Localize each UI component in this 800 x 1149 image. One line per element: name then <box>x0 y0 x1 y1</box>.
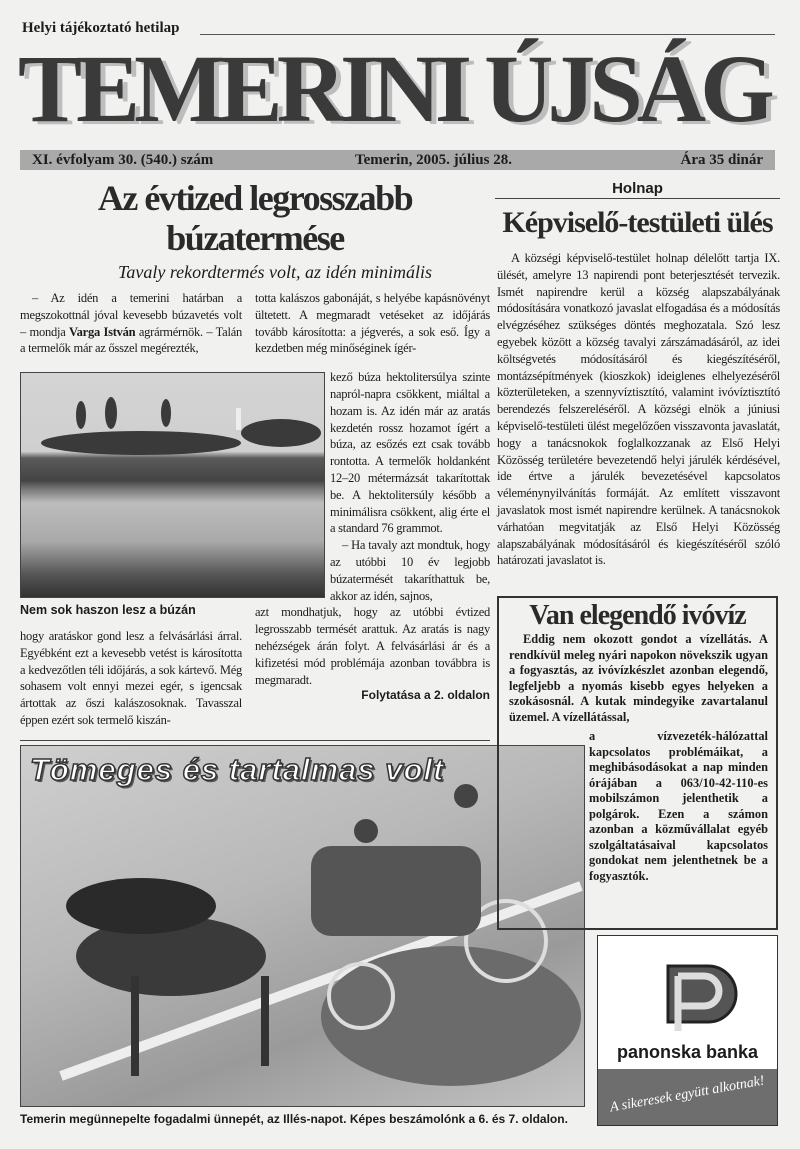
tagline: Helyi tájékoztató hetilap <box>22 20 180 36</box>
newspaper-title: TEMERINI ÚJSÁG <box>18 35 769 142</box>
lead-text-col2-mid: kező búza hektolitersúlya szinte napról-napra csökkent, miáltal a hozam is. Az idén már az aratás kezdetén rossz hozamot ígért a búza, az esőzés ezt csak tovább rontotta. A termelők holdanként 12–20 métermázsát takarítottak be. A hektolitersúly később a minimálisra csökkent, alig érte el a standard 76 grammot. – Ha tavaly azt mondtuk, hogy az utóbbi 10 év legjobb búzatermését takaríthattuk be, akkor az idén, sajnos, <box>330 370 490 603</box>
water-body-bottom: a vízvezeték-hálózattal kapcsolatos problémáikat, a meghibásodásokat a nap minden órájában a 063/10-42-110-es mobilszámon jelenthetik a polgárok. Ezen a számon azonban a közművállalat egyéb szolgáltatásaival kapcsolatos gondokat nem jelenthetnek be a fogyasztók. <box>589 729 768 883</box>
issue-date: Temerin, 2005. július 28. <box>355 152 512 168</box>
feature-headline: Tömeges és tartalmas volt <box>30 752 445 787</box>
lead-column-2 <box>255 290 490 703</box>
divider <box>20 740 490 741</box>
bank-logo-icon <box>598 936 777 1046</box>
lead-text-col2-top: totta kalászos gabonáját, s helyébe kapásnövényt ültetett. A megmaradt vetéseket az időjárás tovább károsította: a jégverés, a sok eső. Így a kezdetben még minőséginek ígér- <box>255 291 490 356</box>
council-headline: Képviselő-testületi ülés <box>502 206 773 239</box>
issue-bar <box>20 150 775 170</box>
issue-price: Ára 35 dinár <box>680 152 763 168</box>
bank-name: panonska banka <box>616 1042 759 1062</box>
feature-caption: Temerin megünnepelte fogadalmi ünnepét, az Illés-napot. Képes beszámolónk a 6. és 7. oldalon. <box>20 1112 568 1126</box>
water-article-box <box>497 596 778 930</box>
bank-advertisement[interactable] <box>597 935 778 1126</box>
lead-text-col2-bottom: azt mondhatjuk, hogy az utóbbi évtized legrosszabb termését arattuk. Az aratás is nagy nehézségek árán folyt. A felvásárlási ár és a kifizetési mód problémája azonban továbbra is megmaradt. <box>255 605 490 687</box>
lead-text-col1-top: – Az idén a temerini határban a megszokottnál jóval kevesebb búzavetés volt – mondja Varga István agrármérnök. – Talán a termelők már az ősszel megérezték, <box>20 291 242 356</box>
issue-number: XI. évfolyam 30. (540.) szám <box>32 152 214 168</box>
council-body: A községi képviselő-testület holnap délelőtt tartja IX. ülését, amelyre 13 napirendi pont beterjesztését tervezik. Ismét napirendre kerül a község alapszabályának módosítására vonatkozó javaslat elfogadása és a módosítás elvégzéséhez szükséges döntés meghozatala. Szó lesz egyebek között a község tavalyi zárszámadásáról, az idei költségvetés módosításáról és kiegészítéséről, montázsépítmények (kioszkok) ideiglenes elhelyezéséről közterületeken, a szennyvíztisztító, valamint ivóvíztisztító berendezés felszereléséről. A községi elnök a júniusi képviselő-testületi ülést megelőzően visszavonta javaslatát, hogy a tanácsnokok foglalkozzanak az Első Helyi Közösség területére bevezetendő helyi járulék kérdésével, ide értve a járulék bevezetésével kapcsolatos véleménynyilvánítás formáját. Az említett visszavont javaslatok most ismét napirendre kerülnek. A tanácsnokok várhatóan megvitatják az Első Helyi Közösség alapszabályának módosításáról és kiegészítéséről szóló határozati javaslatot is. <box>497 251 780 568</box>
bank-slogan: A sikeresek együtt alkotnak! <box>598 1069 777 1125</box>
lead-subtitle: Tavaly rekordtermés volt, az idén minimális <box>118 262 432 282</box>
continued-link[interactable]: Folytatása a 2. oldalon <box>361 688 490 703</box>
lead-headline: Az évtized legrosszabb búzatermése <box>97 178 413 258</box>
interviewee-name: Varga István <box>69 324 136 339</box>
council-kicker: Holnap <box>495 180 780 199</box>
water-body-top: Eddig nem okozott gondot a vízellátás. A rendkívül meleg nyári napokon növekszik ugyan a fogyasztás, az ivóvízkészlet azonban elegendő, legfeljebb a nyomás kisebb egyes helyeken a szokásosnál. A kutak mindegyike zavartalanul üzemel. A vízellátással, <box>509 632 768 724</box>
lead-text-col1-bottom: hogy aratáskor gond lesz a felvásárlási árral. Egyébként ezt a kevesebb vetést is károsította a kedvezőtlen téli időjárás, a sok kártevő. Még sohasem volt ennyi mezei egér, s igencsak ártottak az őszi kalászosoknak. Tavasszal éppen ezért sok termelő kiszán- <box>20 629 242 727</box>
photo-caption: Nem sok haszon lesz a búzán <box>20 603 196 617</box>
water-headline: Van elegendő ivóvíz <box>529 600 746 631</box>
